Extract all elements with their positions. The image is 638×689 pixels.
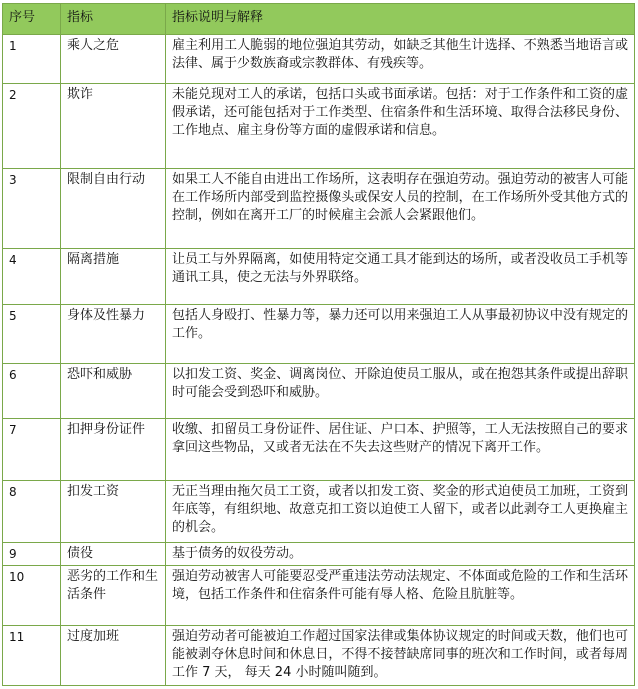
indicator-cell: 债役 (61, 543, 166, 566)
row-number: 1 (3, 35, 61, 84)
indicator-cell: 扣发工资 (61, 481, 166, 543)
indicator-cell: 扣押身份证件 (61, 419, 166, 481)
row-number: 7 (3, 419, 61, 481)
description-cell: 包括人身殴打、性暴力等，暴力还可以用来强迫工人从事最初协议中没有规定的工作。 (166, 305, 635, 364)
description-cell: 未能兑现对工人的承诺，包括口头或书面承诺。包括：对于工作条件和工资的虚假承诺，还可能包括对于工作类型、住宿条件和生活环境、取得合法移民身份、工作地点、雇主身份等方面的虚假承诺和信息。 (166, 84, 635, 169)
table-row (3, 543, 635, 566)
description-cell: 让员工与外界隔离，如使用特定交通工具才能到达的场所，或者没收员工手机等通讯工具，使之无法与外界联络。 (166, 249, 635, 305)
description-cell: 强迫劳动者可能被迫工作超过国家法律或集体协议规定的时间或天数，他们也可能被剥夺休息时间和休息日，不得不接替缺席同事的班次和工作时间，或者每周工作 7 天， 每天 24 小时随叫随到。 (166, 626, 635, 686)
row-number: 10 (3, 566, 61, 626)
row-number: 4 (3, 249, 61, 305)
row-number: 9 (3, 543, 61, 566)
header-indicator: 指标 (61, 4, 166, 35)
table-row (3, 626, 635, 686)
table-row (3, 481, 635, 543)
table-row (3, 84, 635, 169)
description-cell: 以扣发工资、奖金、调离岗位、开除迫使员工服从，或在抱怨其条件或提出辞职时可能会受到恐吓和威胁。 (166, 364, 635, 419)
table-row (3, 35, 635, 84)
table-row (3, 249, 635, 305)
indicator-cell: 恶劣的工作和生活条件 (61, 566, 166, 626)
description-cell: 收缴、扣留员工身份证件、居住证、户口本、护照等，工人无法按照自己的要求拿回这些物品，又或者无法在不失去这些财产的情况下离开工作。 (166, 419, 635, 481)
row-number: 11 (3, 626, 61, 686)
indicators-table (2, 3, 635, 686)
table-row (3, 305, 635, 364)
indicator-cell: 恐吓和威胁 (61, 364, 166, 419)
header-row (3, 4, 635, 35)
header-description: 指标说明与解释 (166, 4, 635, 35)
indicator-cell: 身体及性暴力 (61, 305, 166, 364)
indicator-cell: 欺诈 (61, 84, 166, 169)
row-number: 5 (3, 305, 61, 364)
description-cell: 如果工人不能自由进出工作场所，这表明存在强迫劳动。强迫劳动的被害人可能在工作场所内部受到监控摄像头或保安人员的控制，在工作场所外受其他方式的控制，例如在离开工厂的时候雇主会派人会紧跟他们。 (166, 169, 635, 249)
description-cell: 雇主利用工人脆弱的地位强迫其劳动，如缺乏其他生计选择、不熟悉当地语言或法律、属于少数族裔或宗教群体、有残疾等。 (166, 35, 635, 84)
table-row (3, 364, 635, 419)
indicator-cell: 过度加班 (61, 626, 166, 686)
table-row (3, 419, 635, 481)
indicator-cell: 隔离措施 (61, 249, 166, 305)
header-no: 序号 (3, 4, 61, 35)
row-number: 2 (3, 84, 61, 169)
description-cell: 强迫劳动被害人可能要忍受严重违法劳动法规定、不体面或危险的工作和生活环境，包括工作条件和住宿条件可能有辱人格、危险且肮脏等。 (166, 566, 635, 626)
row-number: 6 (3, 364, 61, 419)
description-cell: 基于债务的奴役劳动。 (166, 543, 635, 566)
table-row (3, 566, 635, 626)
indicator-cell: 限制自由行动 (61, 169, 166, 249)
row-number: 3 (3, 169, 61, 249)
description-cell: 无正当理由拖欠员工工资，或者以扣发工资、奖金的形式迫使员工加班，工资到年底等，有组织地、故意克扣工资以迫使工人留下，或者以此剥夺工人更换雇主的机会。 (166, 481, 635, 543)
row-number: 8 (3, 481, 61, 543)
table-row (3, 169, 635, 249)
indicator-cell: 乘人之危 (61, 35, 166, 84)
